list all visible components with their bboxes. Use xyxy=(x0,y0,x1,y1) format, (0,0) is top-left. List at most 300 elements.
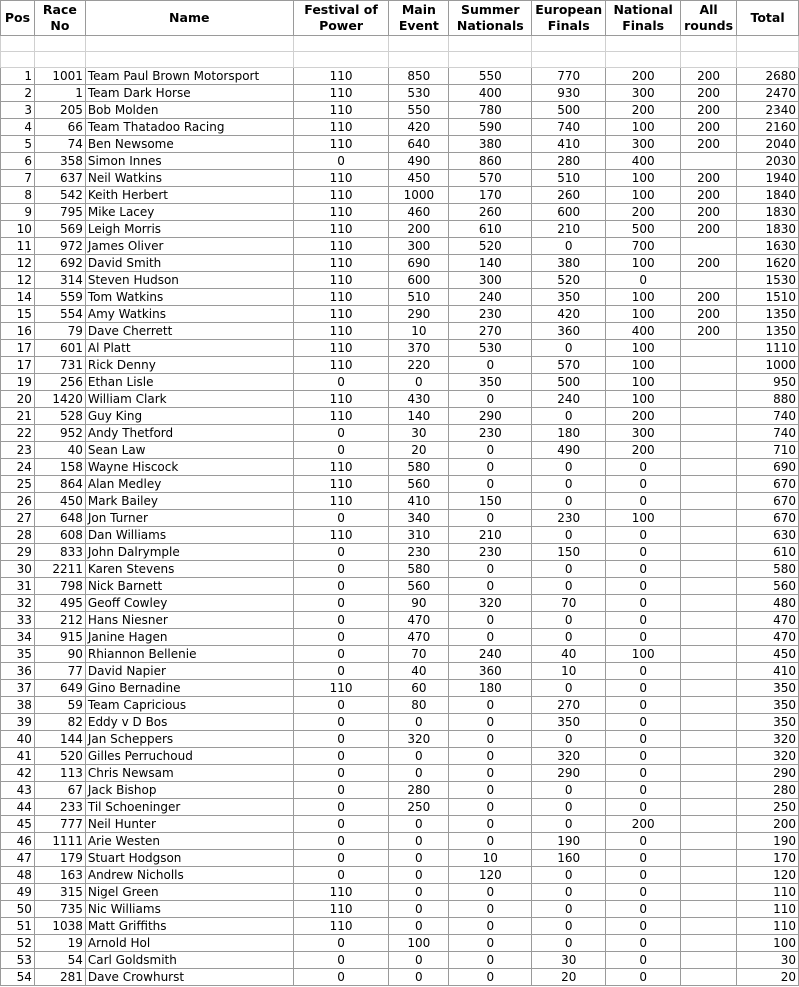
header-all-rounds: All rounds xyxy=(681,1,737,36)
cell-european-finals: 0 xyxy=(532,884,606,901)
cell-total: 1110 xyxy=(737,340,799,357)
cell-total: 110 xyxy=(737,918,799,935)
cell-main-event: 290 xyxy=(389,306,449,323)
cell-festival-of-power: 110 xyxy=(293,85,389,102)
cell-total: 2470 xyxy=(737,85,799,102)
cell-main-event: 470 xyxy=(389,629,449,646)
cell-race-no: 19 xyxy=(34,935,85,952)
cell-european-finals: 770 xyxy=(532,68,606,85)
cell-race-no: 864 xyxy=(34,476,85,493)
cell-national-finals: 400 xyxy=(606,323,681,340)
table-row xyxy=(1,935,799,952)
cell-national-finals: 100 xyxy=(606,357,681,374)
cell-name: Sean Law xyxy=(85,442,293,459)
header-festival-of-power: Festival of Power xyxy=(293,1,389,36)
cell-national-finals: 100 xyxy=(606,646,681,663)
header-name: Name xyxy=(85,1,293,36)
cell-name: Tom Watkins xyxy=(85,289,293,306)
table-row xyxy=(1,289,799,306)
header-pos: Pos xyxy=(1,1,35,36)
cell-summer-nationals: 230 xyxy=(449,425,532,442)
cell-pos: 35 xyxy=(1,646,35,663)
cell-summer-nationals: 400 xyxy=(449,85,532,102)
cell-european-finals: 0 xyxy=(532,782,606,799)
cell-summer-nationals: 120 xyxy=(449,867,532,884)
cell-national-finals: 0 xyxy=(606,697,681,714)
cell-main-event: 490 xyxy=(389,153,449,170)
cell-total: 670 xyxy=(737,510,799,527)
cell-pos: 8 xyxy=(1,187,35,204)
cell-pos: 51 xyxy=(1,918,35,935)
cell-national-finals: 0 xyxy=(606,629,681,646)
blank-cell xyxy=(85,36,293,52)
cell-pos: 5 xyxy=(1,136,35,153)
cell-pos: 38 xyxy=(1,697,35,714)
cell-all-rounds xyxy=(681,697,737,714)
table-row xyxy=(1,697,799,714)
cell-main-event: 0 xyxy=(389,884,449,901)
table-row xyxy=(1,255,799,272)
cell-pos: 31 xyxy=(1,578,35,595)
cell-all-rounds xyxy=(681,816,737,833)
cell-main-event: 0 xyxy=(389,918,449,935)
cell-all-rounds xyxy=(681,663,737,680)
cell-total: 1830 xyxy=(737,204,799,221)
cell-name: Al Platt xyxy=(85,340,293,357)
table-row xyxy=(1,102,799,119)
cell-name: Dan Williams xyxy=(85,527,293,544)
cell-name: Matt Griffiths xyxy=(85,918,293,935)
cell-pos: 16 xyxy=(1,323,35,340)
cell-pos: 39 xyxy=(1,714,35,731)
cell-national-finals: 0 xyxy=(606,680,681,697)
cell-name: Geoff Cowley xyxy=(85,595,293,612)
cell-pos: 14 xyxy=(1,289,35,306)
cell-european-finals: 150 xyxy=(532,544,606,561)
cell-race-no: 79 xyxy=(34,323,85,340)
table-row xyxy=(1,646,799,663)
cell-race-no: 777 xyxy=(34,816,85,833)
cell-total: 2030 xyxy=(737,153,799,170)
cell-summer-nationals: 0 xyxy=(449,629,532,646)
cell-european-finals: 0 xyxy=(532,459,606,476)
cell-pos: 15 xyxy=(1,306,35,323)
table-row xyxy=(1,510,799,527)
cell-pos: 12 xyxy=(1,255,35,272)
cell-main-event: 640 xyxy=(389,136,449,153)
cell-european-finals: 0 xyxy=(532,527,606,544)
cell-total: 280 xyxy=(737,782,799,799)
cell-all-rounds: 200 xyxy=(681,289,737,306)
cell-summer-nationals: 0 xyxy=(449,714,532,731)
cell-festival-of-power: 110 xyxy=(293,884,389,901)
cell-pos: 23 xyxy=(1,442,35,459)
cell-european-finals: 740 xyxy=(532,119,606,136)
blank-cell xyxy=(606,36,681,52)
cell-all-rounds xyxy=(681,646,737,663)
table-row xyxy=(1,493,799,510)
cell-all-rounds xyxy=(681,425,737,442)
cell-national-finals: 0 xyxy=(606,782,681,799)
cell-national-finals: 200 xyxy=(606,102,681,119)
cell-european-finals: 0 xyxy=(532,340,606,357)
cell-festival-of-power: 110 xyxy=(293,901,389,918)
cell-main-event: 430 xyxy=(389,391,449,408)
table-row xyxy=(1,374,799,391)
cell-race-no: 90 xyxy=(34,646,85,663)
cell-name: John Dalrymple xyxy=(85,544,293,561)
cell-all-rounds xyxy=(681,782,737,799)
cell-name: Neil Hunter xyxy=(85,816,293,833)
cell-main-event: 0 xyxy=(389,748,449,765)
cell-european-finals: 420 xyxy=(532,306,606,323)
cell-european-finals: 0 xyxy=(532,612,606,629)
cell-pos: 43 xyxy=(1,782,35,799)
cell-festival-of-power: 110 xyxy=(293,204,389,221)
cell-name: Nic Williams xyxy=(85,901,293,918)
cell-race-no: 82 xyxy=(34,714,85,731)
cell-pos: 36 xyxy=(1,663,35,680)
cell-summer-nationals: 350 xyxy=(449,374,532,391)
cell-all-rounds: 200 xyxy=(681,221,737,238)
cell-national-finals: 0 xyxy=(606,612,681,629)
cell-main-event: 140 xyxy=(389,408,449,425)
cell-all-rounds xyxy=(681,680,737,697)
cell-european-finals: 0 xyxy=(532,731,606,748)
cell-name: Mark Bailey xyxy=(85,493,293,510)
cell-festival-of-power: 110 xyxy=(293,272,389,289)
cell-festival-of-power: 0 xyxy=(293,629,389,646)
cell-european-finals: 0 xyxy=(532,935,606,952)
cell-summer-nationals: 0 xyxy=(449,697,532,714)
cell-festival-of-power: 110 xyxy=(293,408,389,425)
cell-name: Eddy v D Bos xyxy=(85,714,293,731)
table-row xyxy=(1,221,799,238)
cell-name: Team Dark Horse xyxy=(85,85,293,102)
cell-all-rounds: 200 xyxy=(681,136,737,153)
cell-total: 110 xyxy=(737,884,799,901)
cell-pos: 17 xyxy=(1,357,35,374)
cell-main-event: 370 xyxy=(389,340,449,357)
cell-national-finals: 0 xyxy=(606,272,681,289)
cell-race-no: 67 xyxy=(34,782,85,799)
cell-total: 560 xyxy=(737,578,799,595)
cell-all-rounds xyxy=(681,612,737,629)
cell-european-finals: 0 xyxy=(532,238,606,255)
cell-main-event: 340 xyxy=(389,510,449,527)
cell-main-event: 0 xyxy=(389,969,449,986)
cell-total: 350 xyxy=(737,680,799,697)
cell-european-finals: 40 xyxy=(532,646,606,663)
cell-summer-nationals: 570 xyxy=(449,170,532,187)
cell-festival-of-power: 0 xyxy=(293,442,389,459)
cell-main-event: 560 xyxy=(389,476,449,493)
cell-summer-nationals: 0 xyxy=(449,782,532,799)
cell-main-event: 450 xyxy=(389,170,449,187)
cell-all-rounds: 200 xyxy=(681,204,737,221)
cell-festival-of-power: 110 xyxy=(293,680,389,697)
cell-summer-nationals: 240 xyxy=(449,289,532,306)
cell-summer-nationals: 260 xyxy=(449,204,532,221)
cell-summer-nationals: 230 xyxy=(449,544,532,561)
table-row xyxy=(1,918,799,935)
blank-cell xyxy=(532,52,606,68)
cell-total: 1350 xyxy=(737,306,799,323)
cell-festival-of-power: 0 xyxy=(293,374,389,391)
table-row xyxy=(1,476,799,493)
cell-race-no: 542 xyxy=(34,187,85,204)
cell-pos: 2 xyxy=(1,85,35,102)
table-row xyxy=(1,629,799,646)
cell-all-rounds xyxy=(681,595,737,612)
cell-name: Mike Lacey xyxy=(85,204,293,221)
cell-name: William Clark xyxy=(85,391,293,408)
cell-summer-nationals: 0 xyxy=(449,918,532,935)
cell-festival-of-power: 110 xyxy=(293,68,389,85)
cell-name: Team Thatadoo Racing xyxy=(85,119,293,136)
cell-all-rounds xyxy=(681,459,737,476)
cell-total: 290 xyxy=(737,765,799,782)
table-row xyxy=(1,578,799,595)
cell-name: Dave Cherrett xyxy=(85,323,293,340)
cell-national-finals: 200 xyxy=(606,408,681,425)
cell-name: Hans Niesner xyxy=(85,612,293,629)
cell-name: Karen Stevens xyxy=(85,561,293,578)
cell-name: Arnold Hol xyxy=(85,935,293,952)
cell-pos: 45 xyxy=(1,816,35,833)
table-row xyxy=(1,799,799,816)
cell-national-finals: 100 xyxy=(606,255,681,272)
cell-national-finals: 0 xyxy=(606,850,681,867)
table-row xyxy=(1,340,799,357)
cell-all-rounds: 200 xyxy=(681,306,737,323)
cell-festival-of-power: 0 xyxy=(293,935,389,952)
table-row xyxy=(1,612,799,629)
cell-race-no: 569 xyxy=(34,221,85,238)
cell-total: 2340 xyxy=(737,102,799,119)
cell-festival-of-power: 0 xyxy=(293,510,389,527)
cell-summer-nationals: 140 xyxy=(449,255,532,272)
cell-total: 450 xyxy=(737,646,799,663)
cell-national-finals: 0 xyxy=(606,663,681,680)
cell-all-rounds xyxy=(681,799,737,816)
cell-all-rounds xyxy=(681,510,737,527)
cell-race-no: 113 xyxy=(34,765,85,782)
cell-festival-of-power: 0 xyxy=(293,765,389,782)
cell-all-rounds: 200 xyxy=(681,102,737,119)
cell-pos: 34 xyxy=(1,629,35,646)
cell-all-rounds xyxy=(681,765,737,782)
cell-pos: 4 xyxy=(1,119,35,136)
cell-summer-nationals: 860 xyxy=(449,153,532,170)
cell-main-event: 530 xyxy=(389,85,449,102)
table-row xyxy=(1,442,799,459)
cell-total: 350 xyxy=(737,697,799,714)
cell-total: 1940 xyxy=(737,170,799,187)
cell-race-no: 608 xyxy=(34,527,85,544)
cell-total: 630 xyxy=(737,527,799,544)
header-main-event: Main Event xyxy=(389,1,449,36)
cell-pos: 49 xyxy=(1,884,35,901)
blank-cell xyxy=(293,52,389,68)
blank-row xyxy=(1,36,799,52)
cell-festival-of-power: 0 xyxy=(293,782,389,799)
cell-national-finals: 200 xyxy=(606,442,681,459)
cell-main-event: 510 xyxy=(389,289,449,306)
cell-total: 470 xyxy=(737,612,799,629)
cell-name: Stuart Hodgson xyxy=(85,850,293,867)
cell-name: Jon Turner xyxy=(85,510,293,527)
cell-name: Chris Newsam xyxy=(85,765,293,782)
cell-summer-nationals: 0 xyxy=(449,391,532,408)
cell-total: 110 xyxy=(737,901,799,918)
cell-festival-of-power: 110 xyxy=(293,391,389,408)
cell-european-finals: 410 xyxy=(532,136,606,153)
cell-national-finals: 0 xyxy=(606,561,681,578)
cell-summer-nationals: 0 xyxy=(449,476,532,493)
cell-all-rounds: 200 xyxy=(681,255,737,272)
cell-race-no: 915 xyxy=(34,629,85,646)
cell-name: Gilles Perruchoud xyxy=(85,748,293,765)
cell-summer-nationals: 590 xyxy=(449,119,532,136)
cell-total: 100 xyxy=(737,935,799,952)
cell-national-finals: 0 xyxy=(606,935,681,952)
cell-name: Ethan Lisle xyxy=(85,374,293,391)
cell-national-finals: 0 xyxy=(606,476,681,493)
cell-pos: 54 xyxy=(1,969,35,986)
cell-pos: 30 xyxy=(1,561,35,578)
cell-all-rounds: 200 xyxy=(681,119,737,136)
cell-all-rounds xyxy=(681,561,737,578)
cell-race-no: 1001 xyxy=(34,68,85,85)
header-summer-nationals: Summer Nationals xyxy=(449,1,532,36)
cell-festival-of-power: 0 xyxy=(293,578,389,595)
cell-all-rounds xyxy=(681,357,737,374)
cell-race-no: 281 xyxy=(34,969,85,986)
cell-total: 740 xyxy=(737,425,799,442)
cell-pos: 25 xyxy=(1,476,35,493)
cell-all-rounds xyxy=(681,748,737,765)
cell-total: 320 xyxy=(737,748,799,765)
cell-name: Til Schoeninger xyxy=(85,799,293,816)
table-row xyxy=(1,153,799,170)
cell-main-event: 0 xyxy=(389,850,449,867)
table-row xyxy=(1,680,799,697)
cell-european-finals: 0 xyxy=(532,493,606,510)
cell-race-no: 520 xyxy=(34,748,85,765)
cell-festival-of-power: 110 xyxy=(293,170,389,187)
cell-all-rounds xyxy=(681,833,737,850)
cell-pos: 1 xyxy=(1,68,35,85)
cell-festival-of-power: 0 xyxy=(293,867,389,884)
cell-race-no: 637 xyxy=(34,170,85,187)
cell-all-rounds xyxy=(681,629,737,646)
cell-pos: 10 xyxy=(1,221,35,238)
cell-european-finals: 230 xyxy=(532,510,606,527)
cell-name: Leigh Morris xyxy=(85,221,293,238)
cell-race-no: 1038 xyxy=(34,918,85,935)
cell-name: Carl Goldsmith xyxy=(85,952,293,969)
cell-all-rounds: 200 xyxy=(681,187,737,204)
cell-name: David Napier xyxy=(85,663,293,680)
cell-all-rounds xyxy=(681,238,737,255)
cell-all-rounds xyxy=(681,374,737,391)
cell-summer-nationals: 0 xyxy=(449,799,532,816)
cell-summer-nationals: 10 xyxy=(449,850,532,867)
cell-festival-of-power: 110 xyxy=(293,255,389,272)
cell-national-finals: 0 xyxy=(606,595,681,612)
cell-summer-nationals: 180 xyxy=(449,680,532,697)
cell-national-finals: 0 xyxy=(606,527,681,544)
cell-european-finals: 0 xyxy=(532,867,606,884)
blank-cell xyxy=(606,52,681,68)
cell-main-event: 0 xyxy=(389,867,449,884)
cell-festival-of-power: 0 xyxy=(293,969,389,986)
cell-summer-nationals: 0 xyxy=(449,731,532,748)
cell-total: 1350 xyxy=(737,323,799,340)
cell-total: 470 xyxy=(737,629,799,646)
cell-all-rounds xyxy=(681,578,737,595)
cell-pos: 19 xyxy=(1,374,35,391)
cell-pos: 33 xyxy=(1,612,35,629)
cell-main-event: 0 xyxy=(389,714,449,731)
header-race-no: Race No xyxy=(34,1,85,36)
cell-name: Rick Denny xyxy=(85,357,293,374)
cell-pos: 21 xyxy=(1,408,35,425)
cell-pos: 11 xyxy=(1,238,35,255)
cell-summer-nationals: 0 xyxy=(449,357,532,374)
table-row xyxy=(1,136,799,153)
table-row xyxy=(1,884,799,901)
cell-main-event: 100 xyxy=(389,935,449,952)
cell-national-finals: 100 xyxy=(606,391,681,408)
cell-pos: 26 xyxy=(1,493,35,510)
cell-name: Keith Herbert xyxy=(85,187,293,204)
cell-summer-nationals: 0 xyxy=(449,748,532,765)
cell-total: 30 xyxy=(737,952,799,969)
cell-main-event: 560 xyxy=(389,578,449,595)
cell-national-finals: 0 xyxy=(606,901,681,918)
cell-pos: 22 xyxy=(1,425,35,442)
cell-summer-nationals: 0 xyxy=(449,969,532,986)
cell-national-finals: 0 xyxy=(606,765,681,782)
cell-race-no: 972 xyxy=(34,238,85,255)
cell-all-rounds xyxy=(681,884,737,901)
cell-european-finals: 0 xyxy=(532,901,606,918)
cell-festival-of-power: 0 xyxy=(293,697,389,714)
cell-main-event: 80 xyxy=(389,697,449,714)
cell-main-event: 0 xyxy=(389,374,449,391)
blank-cell xyxy=(389,52,449,68)
cell-main-event: 470 xyxy=(389,612,449,629)
table-row xyxy=(1,765,799,782)
table-row xyxy=(1,544,799,561)
table-row xyxy=(1,901,799,918)
cell-pos: 52 xyxy=(1,935,35,952)
cell-all-rounds xyxy=(681,272,737,289)
cell-pos: 29 xyxy=(1,544,35,561)
cell-national-finals: 100 xyxy=(606,289,681,306)
table-row xyxy=(1,952,799,969)
cell-all-rounds xyxy=(681,850,737,867)
cell-race-no: 358 xyxy=(34,153,85,170)
cell-all-rounds xyxy=(681,867,737,884)
cell-name: David Smith xyxy=(85,255,293,272)
table-row xyxy=(1,204,799,221)
cell-total: 670 xyxy=(737,493,799,510)
cell-summer-nationals: 150 xyxy=(449,493,532,510)
cell-name: Team Capricious xyxy=(85,697,293,714)
